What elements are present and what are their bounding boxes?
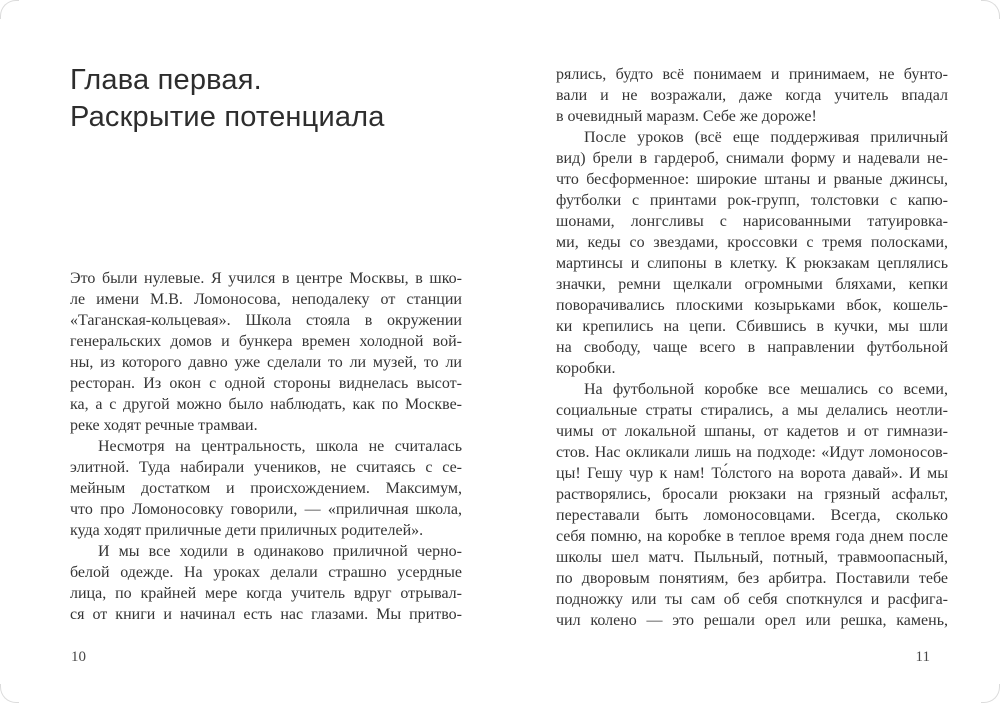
text-line: футболки с принтами рок-групп, толстовки с капю- bbox=[556, 192, 948, 209]
text-line: по дворовым понятиям, без арбитра. Поставили тебе bbox=[556, 570, 948, 587]
text-line: ми, кеды со звездами, кроссовки с тремя полосками, bbox=[556, 234, 948, 251]
text-line: значки, ремни щелкали огромными бляхами, кепки bbox=[556, 276, 948, 293]
text-line: на свободу, чаще всего в направлении футбольной bbox=[556, 339, 948, 356]
text-line: социальные страты стирались, а мы делались неотли- bbox=[556, 402, 948, 419]
text-line: белой одежде. На уроках делали страшно усердные bbox=[70, 564, 462, 581]
text-line: Несмотря на центральность, школа не считалась bbox=[98, 438, 462, 455]
text-line: мейным достатком и происхождением. Максимум, bbox=[70, 480, 462, 497]
text-line: И мы все ходили в одинаково приличной черно- bbox=[98, 543, 462, 560]
text-line: куда ходят приличные дети приличных родителей». bbox=[70, 522, 424, 539]
text-line: подножку или ты сам об себя споткнулся и расфига- bbox=[556, 591, 948, 608]
text-line: чимы от локальной шпаны, от кадетов и от гимнази- bbox=[556, 423, 948, 440]
text-line: «Таганская-кольцевая». Школа стояла в окружении bbox=[70, 312, 462, 329]
text-line: элитной. Туда набирали учеников, не считаясь с се- bbox=[70, 459, 462, 476]
screenshot-corner bbox=[981, 0, 1000, 19]
text-line: школы шел матч. Пыльный, потный, травмоопасный, bbox=[556, 549, 948, 566]
text-line: лица, по крайней мере когда учитель вдруг отрывал- bbox=[70, 585, 462, 602]
text-line: в очевидный маразм. Себе же дороже! bbox=[556, 108, 817, 125]
page-number-right: 11 bbox=[915, 649, 930, 665]
screenshot-corner bbox=[981, 684, 1000, 703]
text-line: рялись, будто всё понимаем и принимаем, не бунто- bbox=[556, 66, 948, 83]
text-line: вид) брели в гардероб, снимали форму и надевали не- bbox=[556, 150, 948, 167]
text-line: шонами, лонгсливы с нарисованными татуировка- bbox=[556, 213, 948, 230]
text-line: После уроков (всё еще поддерживая приличный bbox=[584, 129, 948, 146]
page-number-left: 10 bbox=[71, 649, 86, 665]
right-page-text bbox=[556, 64, 948, 631]
text-line: стов. Нас окликали лишь на подходе: «Идут ломоносов- bbox=[556, 444, 948, 461]
chapter-title-line2: Раскрытие потенциала bbox=[70, 101, 385, 133]
text-line: себя помню, на коробке в теплое время года днем после bbox=[556, 528, 948, 545]
text-line: что бесформенное: широкие штаны и рваные джинсы, bbox=[556, 171, 948, 188]
text-line: Это были нулевые. Я учился в центре Москвы, в шко- bbox=[70, 270, 462, 287]
text-line: поворачивались плоскими козырьками вбок, кошель- bbox=[556, 297, 948, 314]
chapter-title bbox=[70, 62, 470, 136]
text-line: реке ходят речные трамваи. bbox=[70, 417, 258, 434]
text-line: растворялись, бросали рюкзаки на грязный асфальт, bbox=[556, 486, 948, 503]
text-line: ки крепились на цепи. Сбившись в кучки, мы шли bbox=[556, 318, 948, 335]
left-page-text bbox=[70, 268, 462, 625]
text-line: ся от книги и начинал есть нас глазами. Мы притво- bbox=[70, 606, 462, 623]
text-line: генеральских домов и бункера времен холодной вой- bbox=[70, 333, 462, 350]
text-line: чил колено — это решали орел или решка, камень, bbox=[556, 612, 948, 629]
text-line: ресторан. Из окон с одной стороны виднелась высот- bbox=[70, 375, 462, 392]
text-line: ка, а с другой можно было наблюдать, как по Москве- bbox=[70, 396, 462, 413]
screenshot-corner bbox=[0, 0, 19, 19]
text-line: ле имени М.В. Ломоносова, неподалеку от станции bbox=[70, 291, 462, 308]
text-line: коробки. bbox=[556, 360, 616, 377]
text-line: вали и не возражали, даже когда учитель впадал bbox=[556, 87, 948, 104]
text-line: На футбольной коробке все мешались со всеми, bbox=[584, 381, 948, 398]
text-line: ны, из которого давно уже сделали то ли музей, то ли bbox=[70, 354, 462, 371]
text-line: мартинсы и слипоны в клетку. К рюкзакам цеплялись bbox=[556, 255, 948, 272]
text-line: что про Ломоносовку говорили, — «приличная школа, bbox=[70, 501, 462, 518]
chapter-title-line1: Глава первая. bbox=[70, 64, 262, 96]
text-line: цы! Гешу чур к нам! То́лстого на ворота давай». И мы bbox=[556, 465, 948, 482]
text-line: переставали быть ломоносовцами. Всегда, сколько bbox=[556, 507, 948, 524]
screenshot-corner bbox=[0, 684, 19, 703]
